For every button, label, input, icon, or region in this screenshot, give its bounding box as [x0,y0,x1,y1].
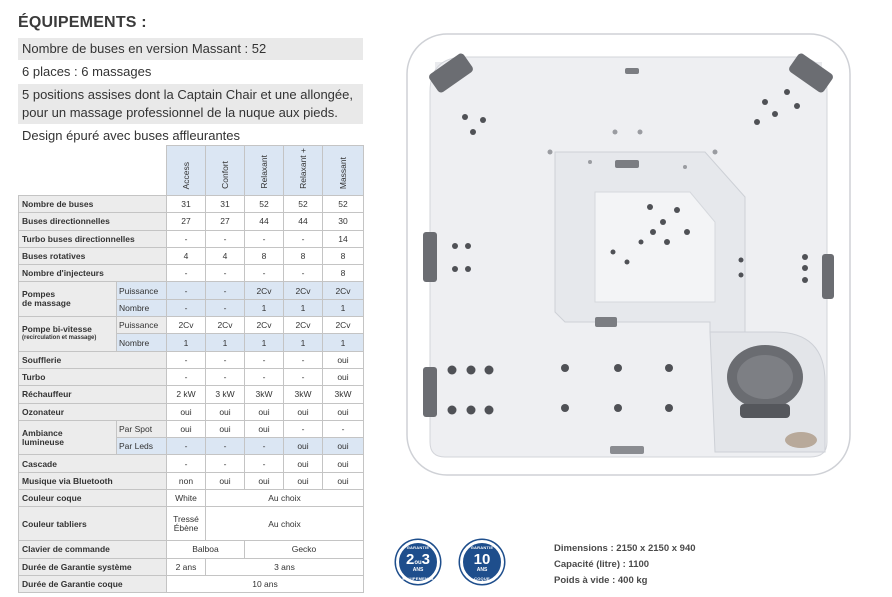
table-row [19,386,364,403]
table-cell: - [284,230,323,247]
table-cell: - [323,420,364,437]
table-cell: - [245,351,284,368]
table-cell: - [245,265,284,282]
table-cell: 3 kW [206,386,245,403]
table-row [19,317,364,334]
row-label: Buses rotatives [19,247,167,264]
table-cell: - [167,282,206,299]
col-header-access: Access [167,146,206,196]
feature-places: 6 places : 6 massages [22,64,152,79]
table-row [19,575,364,592]
table-cell: oui [284,455,323,472]
table-cell: oui [284,438,323,455]
row-label-line: (recirculation et massage) [22,334,97,341]
table-cell: 31 [206,196,245,213]
table-cell: 27 [206,213,245,230]
table-cell: 8 [245,247,284,264]
table-cell: - [206,282,245,299]
table-row [19,420,364,437]
table-cell: oui [323,438,364,455]
table-cell: 1 [323,299,364,316]
table-cell: - [206,299,245,316]
table-cell: 1 [167,334,206,351]
table-row [19,351,364,368]
table-cell: 4 [206,247,245,264]
feature-buses: Nombre de buses en version Massant : 52 [18,38,363,60]
capacity-text: Capacité (litre) : 1100 [554,559,650,570]
table-cell: 1 [206,334,245,351]
table-cell: oui [323,368,364,385]
row-label: Ozonateur [19,403,167,420]
table-cell: - [167,351,206,368]
weight-text: Poids à vide : 400 kg [554,575,648,586]
table-cell: 2 kW [167,386,206,403]
table-cell: - [206,230,245,247]
row-label: Durée de Garantie système [19,558,167,575]
table-cell: 3kW [323,386,364,403]
row-label-line: Pompe bi-vitesse [22,323,92,334]
row-label: Couleur coque [19,490,167,507]
row-label [19,420,117,455]
table-row [19,403,364,420]
row-label: Buses directionnelles [19,213,167,230]
table-cell: oui [206,472,245,489]
table-row [19,472,364,489]
row-label [19,282,117,317]
col-header-massant: Massant [323,146,364,196]
row-sublabel: Puissance [117,282,167,299]
row-label: Soufflerie [19,351,167,368]
table-cell: 1 [323,334,364,351]
table-cell: - [284,420,323,437]
table-header-row [19,146,364,196]
col-header-relaxant-plus: Relaxant + [284,146,323,196]
table-cell: - [167,438,206,455]
table-row [19,490,364,507]
row-sublabel: Par Leds [117,438,167,455]
table-cell: 2Cv [284,317,323,334]
table-cell: 2Cv [167,317,206,334]
table-cell: 52 [284,196,323,213]
table-row [19,507,364,541]
table-cell: 2Cv [323,317,364,334]
table-cell: - [167,230,206,247]
table-row [19,455,364,472]
row-label-line: Ambiance [22,427,63,438]
table-cell: 2 ans [167,558,206,575]
row-label: Nombre de buses [19,196,167,213]
table-cell: oui [245,403,284,420]
row-label-line: de massage [22,298,71,309]
row-label [19,317,117,352]
feature-design: Design épuré avec buses affleurantes [22,128,241,143]
table-cell: 1 [245,334,284,351]
table-cell: non [167,472,206,489]
table-cell: - [245,438,284,455]
cell-line: Ébène [173,522,199,533]
table-cell: 30 [323,213,364,230]
table-row [19,368,364,385]
table-row [19,247,364,264]
row-sublabel: Nombre [117,299,167,316]
spa-top-view [405,32,852,477]
table-cell: - [167,265,206,282]
table-cell: - [245,455,284,472]
table-cell: - [284,368,323,385]
table-cell: 3 ans [206,558,364,575]
row-label: Nombre d'injecteurs [19,265,167,282]
dimensions-block [554,541,696,589]
row-label: Durée de Garantie coque [19,575,167,592]
table-cell: - [284,265,323,282]
table-cell: White [167,490,206,507]
table-cell: - [284,351,323,368]
badge-garantie-coque: GARANTIE 10 ANS COQUE [460,540,504,584]
table-cell: Au choix [206,490,364,507]
table-cell: Au choix [206,507,364,541]
row-sublabel: Puissance [117,317,167,334]
table-cell: 2Cv [206,317,245,334]
table-cell: - [245,230,284,247]
table-cell: oui [284,472,323,489]
badge-garantie-equipements: GARANTIE 2ou3 ANS ÉQUIPEMENTS [396,540,440,584]
table-cell: - [206,265,245,282]
col-header-relaxant: Relaxant [245,146,284,196]
table-cell: 3kW [284,386,323,403]
table-cell: oui [206,403,245,420]
row-label: Cascade [19,455,167,472]
table-cell: 31 [167,196,206,213]
table-cell: oui [167,420,206,437]
table-cell: - [245,368,284,385]
table-row [19,230,364,247]
table-cell: Balboa [167,541,245,558]
table-cell: 8 [323,247,364,264]
dimensions-text: Dimensions : 2150 x 2150 x 940 [554,543,696,554]
table-cell: 8 [284,247,323,264]
table-cell: Gecko [245,541,364,558]
cell-line: Tressé [173,513,199,524]
table-cell: - [167,368,206,385]
table-cell: oui [206,420,245,437]
table-cell: 2Cv [245,282,284,299]
table-cell: - [206,438,245,455]
table-cell: - [167,455,206,472]
col-header-confort: Confort [206,146,245,196]
table-cell: 14 [323,230,364,247]
table-row [19,558,364,575]
table-row [19,213,364,230]
row-label: Clavier de commande [19,541,167,558]
table-cell: 44 [245,213,284,230]
row-label: Musique via Bluetooth [19,472,167,489]
table-cell: oui [245,472,284,489]
table-cell: oui [323,403,364,420]
table-row [19,196,364,213]
table-row [19,282,364,299]
table-cell: oui [323,455,364,472]
table-cell: - [206,368,245,385]
table-cell: oui [284,403,323,420]
table-cell: 1 [245,299,284,316]
row-label: Réchauffeur [19,386,167,403]
table-cell: 44 [284,213,323,230]
table-cell: - [206,455,245,472]
table-cell [167,507,206,541]
table-cell: 4 [167,247,206,264]
table-cell: 27 [167,213,206,230]
row-label-line: Pompes [22,289,56,300]
table-cell: 2Cv [245,317,284,334]
row-sublabel: Par Spot [117,420,167,437]
table-cell: oui [245,420,284,437]
table-cell: - [167,299,206,316]
table-cell: 3kW [245,386,284,403]
table-cell: 2Cv [284,282,323,299]
table-row [19,541,364,558]
row-label: Turbo buses directionnelles [19,230,167,247]
table-row [19,265,364,282]
table-cell: 1 [284,334,323,351]
table-cell: 10 ans [167,575,364,592]
table-cell: oui [323,351,364,368]
table-cell: 52 [323,196,364,213]
table-cell: 2Cv [323,282,364,299]
table-cell: 1 [284,299,323,316]
section-title: ÉQUIPEMENTS : [18,14,147,31]
row-label: Couleur tabliers [19,507,167,541]
row-label: Turbo [19,368,167,385]
row-sublabel: Nombre [117,334,167,351]
table-cell: - [206,351,245,368]
row-label-line: lumineuse [22,436,65,447]
table-cell: 52 [245,196,284,213]
table-cell: 8 [323,265,364,282]
table-cell: oui [167,403,206,420]
feature-positions: 5 positions assises dont la Captain Chair et une allongée, pour un massage professionnel de la nuque aux pieds. [18,84,363,124]
table-cell: oui [323,472,364,489]
specs-table [18,145,364,593]
